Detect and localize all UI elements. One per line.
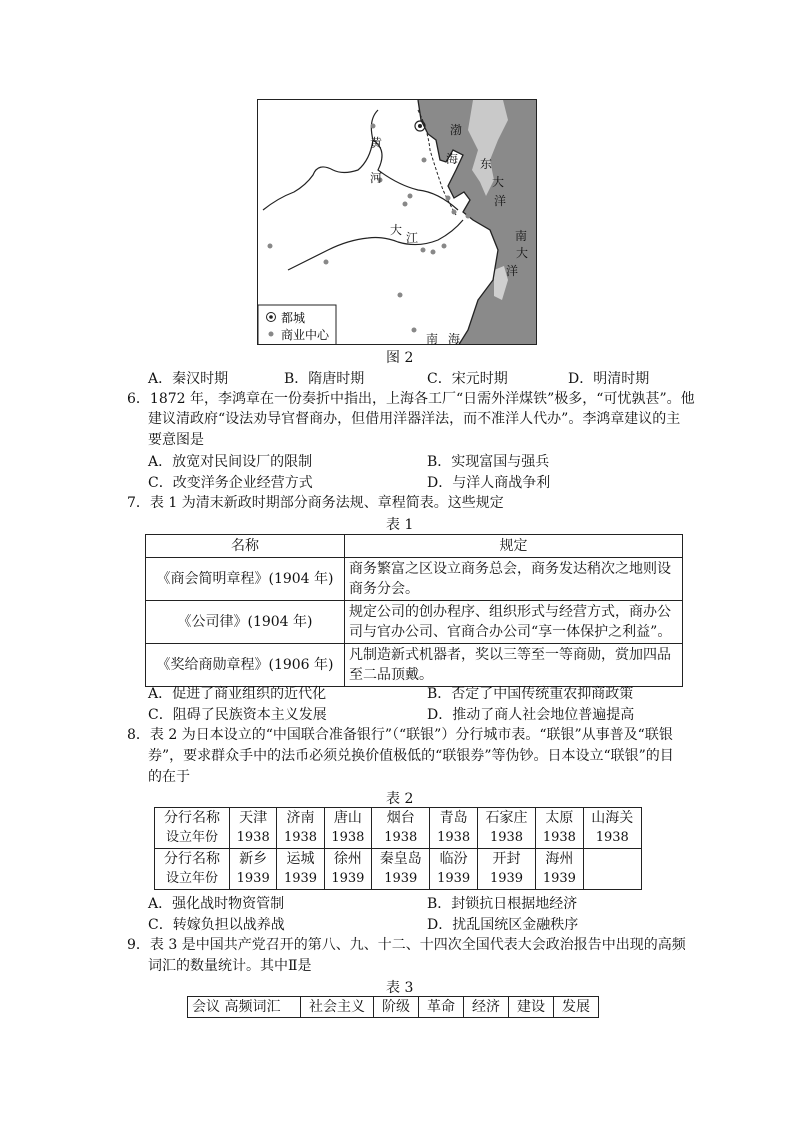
table-3: [187, 996, 599, 1018]
city: 运城: [286, 851, 315, 867]
table-header-row: [188, 997, 599, 1018]
year: 1938: [236, 830, 270, 845]
city: 新乡: [239, 851, 268, 867]
branch-cell: [324, 808, 371, 849]
city: 天津: [239, 810, 268, 826]
label-da: 大: [390, 223, 403, 237]
commercial-center-dot: [371, 124, 376, 129]
year: 1938: [595, 830, 629, 845]
row-label-year: 设立年份: [165, 830, 218, 845]
table-2: [154, 807, 642, 890]
table-1-name-cell: 《公司律》(1904 年): [146, 601, 345, 644]
year: 1939: [542, 871, 576, 886]
commercial-center-dot: [408, 194, 413, 199]
header-cell: 建设: [509, 997, 554, 1018]
empty-cell: [583, 849, 641, 890]
figure-caption: 图 2: [386, 350, 414, 366]
q8-stem-line-3: 的在于: [148, 769, 190, 785]
q7-stem: 7．表 1 为清末新政时期部分商务法规、章程简表。这些规定: [127, 495, 504, 511]
q9-stem-line-2: 词汇的数量统计。其中Ⅱ是: [148, 958, 312, 974]
city: 石家庄: [485, 810, 528, 826]
rule-line-2: 商务分会。: [349, 581, 419, 597]
q8-option-a[interactable]: A．强化战时物资管制: [148, 896, 285, 912]
label-nan-da: 大: [516, 246, 529, 260]
map-svg: [258, 100, 537, 345]
commercial-center-dot: [398, 293, 403, 298]
rule-line-2: 至二品顶戴。: [349, 667, 433, 683]
rule-line-1: 商务繁富之区设立商务总会，商务发达稍次之地则设: [349, 561, 671, 577]
rule-line-1: 规定公司的创办程序、组织形式与经营方式，商办公: [349, 604, 671, 620]
branch-cell: [230, 849, 277, 890]
year: 1938: [489, 830, 524, 845]
year: 1939: [236, 871, 270, 886]
commercial-center-dot: [466, 214, 471, 219]
branch-cell: [372, 808, 430, 849]
table-2-title: 表 2: [386, 791, 414, 807]
header-cell: 阶级: [374, 997, 419, 1018]
year: 1939: [489, 871, 524, 886]
label-he: 河: [370, 171, 383, 185]
year: 1938: [437, 830, 471, 845]
q6-stem-line-2: 建议清政府“设法劝导官督商办，但借用洋器洋法，而不准洋人代办”。李鸿章建议的主: [148, 411, 681, 427]
legend-commercial-label: 商业中心: [281, 328, 330, 342]
year: 1939: [331, 871, 365, 886]
q7-option-b[interactable]: B．否定了中国传统重农抑商政策: [427, 686, 634, 702]
city: 烟台: [386, 810, 415, 826]
q6-option-b[interactable]: B．实现富国与强兵: [427, 454, 550, 470]
city: 秦皇岛: [379, 851, 422, 867]
label-dong-yang: 洋: [494, 194, 507, 208]
year: 1938: [384, 830, 418, 845]
commercial-center-dot: [431, 250, 436, 255]
q6-stem-line-3: 要意图是: [148, 432, 204, 448]
commercial-center-dot: [422, 158, 427, 163]
row-label-name: 分行名称: [164, 810, 220, 826]
legend-capital-label: 都城: [281, 311, 306, 325]
table-1-rule-cell: [345, 601, 683, 644]
branch-cell: [536, 808, 583, 849]
header-cell: 革命: [419, 997, 464, 1018]
city: 唐山: [333, 810, 362, 826]
table-header-row: [146, 535, 683, 558]
table-row: [155, 808, 642, 849]
table-row: [146, 558, 683, 601]
branch-cell: [536, 849, 583, 890]
year: 1938: [283, 830, 318, 845]
label-nanhai-2: 海: [448, 332, 461, 345]
table-1: [145, 534, 683, 687]
yangtze-river: [288, 220, 463, 270]
city: 济南: [286, 810, 315, 826]
q7-option-d[interactable]: D．推动了商人社会地位普遍提高: [427, 707, 635, 723]
q5-option-c[interactable]: C．宋元时期: [427, 371, 508, 387]
q8-stem-line-1: 8．表 2 为日本设立的“中国联合准备银行”（“联银”）分行城市表。“联银”从事普及“联银: [127, 727, 673, 743]
row-label-cell: [155, 849, 230, 890]
commercial-center-dot: [324, 260, 329, 265]
branch-cell: [477, 808, 535, 849]
table-1-name-cell: 《商会简明章程》(1904 年): [146, 558, 345, 601]
label-nan-yang: 洋: [506, 264, 519, 278]
city: 徐州: [333, 851, 362, 867]
year: 1938: [542, 830, 576, 845]
row-label-cell: [155, 808, 230, 849]
label-dong-da: 大: [492, 175, 505, 189]
q8-stem-line-2: 券”，要求群众手中的法币必须兑换价值极低的“联银券”等伪钞。日本设立“联银”的目: [148, 748, 674, 764]
label-nanhai-1: 南: [426, 332, 439, 345]
row-label-year: 设立年份: [165, 871, 218, 886]
q9-stem-line-1: 9．表 3 是中国共产党召开的第八、九、十二、十四次全国代表大会政治报告中出现的高频: [127, 937, 686, 953]
figure-2-map: [257, 99, 537, 345]
q5-option-a[interactable]: A．秦汉时期: [148, 371, 229, 387]
label-bohai-2: 海: [446, 152, 459, 166]
city: 太原: [545, 810, 574, 826]
year: 1938: [331, 830, 365, 845]
rule-line-1: 凡制造新式机器者，奖以三等至一等商勋，赏加四品: [349, 647, 671, 663]
commercial-center-dot: [452, 210, 457, 215]
table-1-rule-cell: [345, 644, 683, 687]
branch-cell: [583, 808, 641, 849]
branch-cell: [277, 808, 324, 849]
city: 海州: [545, 851, 574, 867]
branch-cell: [372, 849, 430, 890]
table-1-header-name: 名称: [146, 535, 345, 558]
commercial-center-dot: [442, 244, 447, 249]
commercial-center-dot: [268, 244, 273, 249]
q6-option-a[interactable]: A．放宽对民间设厂的限制: [148, 454, 313, 470]
table-row: [146, 601, 683, 644]
header-cell: 社会主义: [301, 997, 374, 1018]
label-bohai-1: 渤: [450, 123, 463, 137]
header-corner: 会议 高频词汇: [188, 997, 301, 1018]
q5-option-b[interactable]: B．隋唐时期: [284, 371, 365, 387]
q8-option-d[interactable]: D．扰乱国统区金融秩序: [427, 917, 579, 933]
table-1-title: 表 1: [386, 517, 414, 533]
branch-cell: [430, 849, 477, 890]
label-nan: 南: [515, 229, 528, 243]
commercial-center-dot: [446, 196, 451, 201]
branch-cell: [324, 849, 371, 890]
label-dong: 东: [480, 157, 493, 171]
q8-option-b[interactable]: B．封锁抗日根据地经济: [427, 896, 578, 912]
year: 1939: [283, 871, 318, 886]
city: 临汾: [439, 851, 468, 867]
q6-stem-line-1: 6．1872 年，李鸿章在一份奏折中指出，上海各工厂“日需外洋煤铁”极多，“可忧孰甚”。他: [127, 391, 695, 407]
city: 青岛: [439, 810, 468, 826]
commercial-center-dot: [421, 248, 426, 253]
label-jiang: 江: [406, 231, 419, 245]
table-1-name-cell: 《奖给商勋章程》(1906 年): [146, 644, 345, 687]
commercial-center-dot: [412, 328, 417, 333]
year: 1939: [384, 871, 418, 886]
q6-option-d[interactable]: D．与洋人商战争利: [427, 475, 551, 491]
q7-option-a[interactable]: A．促进了商业组织的近代化: [148, 686, 327, 702]
table-3-title: 表 3: [386, 980, 414, 996]
table-row: [146, 644, 683, 687]
rule-line-2: 司与官办公司、官商合办公司“享一体保护之利益”。: [349, 624, 672, 640]
branch-cell: [230, 808, 277, 849]
q5-option-d[interactable]: D．明清时期: [568, 371, 650, 387]
q7-option-c[interactable]: C．阻碍了民族资本主义发展: [148, 707, 327, 723]
branch-cell: [277, 849, 324, 890]
table-1-header-rule: 规定: [345, 535, 683, 558]
branch-cell: [430, 808, 477, 849]
city: 山海关: [591, 810, 634, 826]
table-row: [155, 849, 642, 890]
commercial-center-dot: [403, 202, 408, 207]
row-label-name: 分行名称: [164, 851, 220, 867]
q8-option-c[interactable]: C．转嫁负担以战养战: [148, 917, 285, 933]
year: 1939: [437, 871, 471, 886]
q6-option-c[interactable]: C．改变洋务企业经营方式: [148, 475, 313, 491]
branch-cell: [477, 849, 535, 890]
header-cell: 发展: [554, 997, 599, 1018]
city: 开封: [492, 851, 521, 867]
table-1-rule-cell: [345, 558, 683, 601]
header-cell: 经济: [464, 997, 509, 1018]
label-huang: 黄: [370, 136, 383, 150]
